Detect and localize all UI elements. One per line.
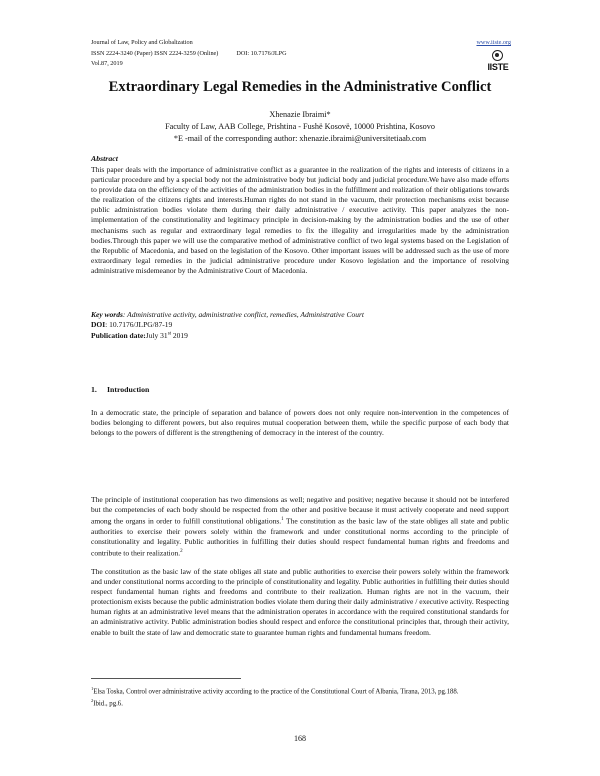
- doi-value: : 10.7176/JLPG/87-19: [105, 320, 173, 329]
- footnote-1-text: Elsa Toska, Control over administrative activity according to the practice of the Constitutional Court of Albania, Tirana, 2013, pg.188.: [93, 688, 459, 696]
- publication-label: Publication date:: [91, 331, 146, 340]
- page-number: 168: [294, 734, 306, 743]
- issn: ISSN 2224-3240 (Paper) ISSN 2224-3259 (Online): [91, 49, 219, 57]
- corresponding-email: *E -mail of the corresponding author: xhenazie.ibraimi@universitetiaab.com: [173, 134, 427, 143]
- iiste-logo: [485, 50, 511, 76]
- logo-text: IISTE: [487, 62, 509, 72]
- publication-day: July 31: [145, 331, 168, 340]
- issn-line: [91, 49, 287, 60]
- footnote-ref-1[interactable]: 1: [281, 517, 284, 523]
- keywords-text: : Administrative activity, administrative conflict, remedies, Administrative Court: [122, 310, 364, 319]
- footnote-1: [91, 684, 509, 696]
- footnote-ref-2[interactable]: 2: [180, 548, 183, 554]
- affiliation: Faculty of Law, AAB College, Prishtina - Fushë Kosovë, 10000 Prishtina, Kosovo: [165, 122, 435, 131]
- logo-emblem-icon: [492, 50, 503, 61]
- footnotes: [91, 684, 509, 709]
- journal-doi: DOI: 10.7176/JLPG: [236, 49, 287, 57]
- abstract-text: This paper deals with the importance of administrative conflict as a guarantee in the realization of the rights and interests of citizens in a particular procedure and by a special body not the administrative body but judicial body and judicial procedure.We have also made efforts to provide data on the efficiency of the activities of the administration bodies in the fulfillment and realization of their obligations towards the realization of the citizens rights and interests.Human rights do not stand in the vacuum, their protection mechanisms exist because public administration bodies violate them during their daily administrative / executive activity. This paper analyzes the non-implementation of the constitutionality and legitimacy principle in decision-making by the administration bodies and the use of other mechanisms such as regular and extraordinary legal remedies to fix the illegality and irregularities made by the administration bodies.Through this paper we will use the comparative method of administrative conflict of two legal systems based on the Legislation of the Republic of Macedonia, and based on the legislation of the Kosovo. Other important issues will be addressed such as the use of more extraordinary legal remedies in the judicial administrative procedure under Kosovo legislation and the importance of resolving administrative misdemeanor by the Administrative Court of Macedonia.: [91, 165, 509, 275]
- footnote-2-mark: 2: [91, 698, 94, 704]
- footnote-2: [91, 696, 509, 708]
- publication-date: [91, 331, 188, 340]
- section-heading: [91, 385, 149, 394]
- paragraph-2-part-b: The constitution as the basic law of the state obliges all state and public authorities to exercise their powers solely within the framework and under constitutional norms according to the principle of constitutionality and legality. Public authorities in fulfilling their duties should respect fundamental human rights and freedoms and contribute to their realization.: [91, 516, 509, 558]
- article-doi: [91, 320, 172, 329]
- journal-header: [91, 38, 287, 70]
- volume: Vol.87, 2019: [91, 60, 123, 67]
- paragraph-3: The constitution as the basic law of the state obliges all state and public authorities to exercise their powers solely within the framework and under constitutional norms according to the principle of constitutionality and legality. Public authorities in fulfilling their duties should respect fundamental human rights and freedoms and contribute to their realization. Human rights are not in the vacuum, their protectionism exists because the public administration bodies violate them during their daily administrative / executive activity. Respecting human rights at an administrative level means that the administration operates in accordance with the required constitutional standards for an administrative activity. Public administration bodies should respect and enforce the constitutional principles that, through their activity, enable to built the state of law and democratic state to guarantee human rights and fundamental humans freedom.: [91, 567, 509, 637]
- section-number: 1.: [91, 385, 97, 394]
- footnote-divider: [91, 678, 241, 679]
- author: Xhenazie Ibraimi*: [269, 110, 331, 119]
- paper-title: Extraordinary Legal Remedies in the Administrative Conflict: [108, 79, 492, 95]
- paragraph-2-part-a: The principle of institutional cooperation has two dimensions as well; negative and positive; negative because it should not be interfered but the competencies of each body should be respected from the other and positive because it must actively cooperate and need support among the organs in order to fulfill constitutional obligations.: [91, 495, 509, 526]
- paragraph-1: In a democratic state, the principle of separation and balance of powers does not only require non-intervention in the competences of bodies belonging to different powers, but also requires mutual cooperation between them, while the specific purpose of each body that belongs to the powers of different is the strengthening of democracy in the interest of the country.: [91, 408, 509, 438]
- section-title: Introduction: [107, 385, 150, 394]
- footnote-2-text: Ibid., pg.6.: [93, 700, 123, 708]
- publisher-block: [476, 38, 511, 81]
- publication-year: 2019: [171, 331, 188, 340]
- site-link[interactable]: www.iiste.org: [476, 39, 511, 46]
- keywords-label: Key words: [91, 310, 123, 319]
- publication-sup: st: [167, 331, 172, 337]
- doi-label: DOI: [91, 320, 106, 329]
- paragraph-2: [91, 495, 509, 559]
- journal-name: Journal of Law, Policy and Globalization: [91, 39, 193, 46]
- keywords: [91, 310, 364, 319]
- abstract-heading: Abstract: [91, 154, 118, 163]
- footnote-1-mark: 1: [91, 686, 94, 691]
